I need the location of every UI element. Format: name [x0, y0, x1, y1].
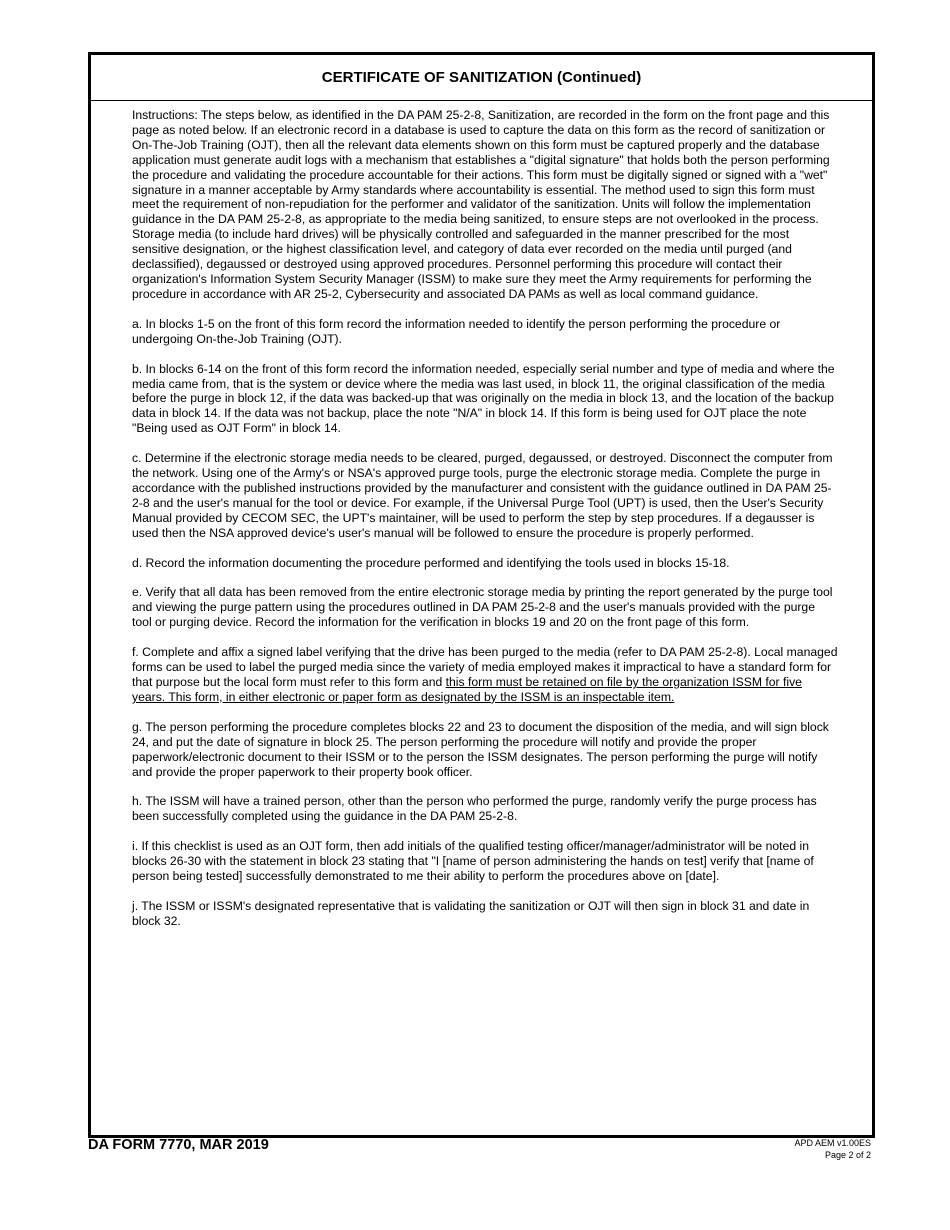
instruction-a: a. In blocks 1-5 on the front of this form record the information needed to identify the person performing the procedure or undergoing On-the-Job Training (OJT).: [132, 316, 781, 346]
instructions-intro: Instructions: The steps below, as identified in the DA PAM 25-2-8, Sanitization, are recorded in the form on the front page and this page as noted below. If an electronic record in a database is used to capture the data on this form as the record of sanitization or On-The-Job Training (OJT), then all the relevant data elements shown on this form must be captured properly and the database application must generate audit logs with a mechanism that establishes a "digital signature" that holds both the person performing the procedure and validating the procedure accountable for their actions. This form must be digitally signed or signed with a "wet" signature in a manner acceptable by Army standards where accountability is essential. The method used to sign this form must meet the requirement of non-repudiation for the performer and validator of the sanitization. Units will follow the implementation guidance in the DA PAM 25-2-8, as appropriate to the media being sanitized, to ensure steps are not overlooked in the process. Storage media (to include hard drives) will be physically controlled and safeguarded in the manner prescribed for the most sensitive designation, or the highest classification level, and category of data ever recorded on the media until purged (and declassified), degaussed or destroyed using approved procedures. Personnel performing this procedure will contact their organization's Information System Security Manager (ISSM) to make sure they meet the Army requirements for performing the procedure in accordance with AR 25-2, Cybersecurity and associated DA PAMs as well as local command guidance.: [132, 108, 830, 301]
instructions-body: [132, 108, 838, 944]
instruction-d: d. Record the information documenting the procedure performed and identifying the tools used in blocks 15-18.: [132, 555, 730, 570]
page-number: Page 2 of 2: [824, 1150, 871, 1160]
instruction-f-retention-note: this form must be retained on file by the organization ISSM for five years. This form, in either electronic or paper form as designated by the ISSM is an inspectable item.: [132, 675, 802, 704]
form-frame: [88, 52, 875, 1138]
instruction-g: g. The person performing the procedure completes blocks 22 and 23 to document the disposition of the media, and will sign block 24, and put the date of signature in block 25. The person performing the procedure will notify and provide the proper paperwork/electronic document to their ISSM or to the person the ISSM designates. The person performing the purge will notify and provide the proper paperwork to their property book officer.: [132, 719, 829, 779]
instruction-e: e. Verify that all data has been removed from the entire electronic storage media by printing the report generated by the purge tool and viewing the purge pattern using the procedures outlined in DA PAM 25-2-8 and the user's manuals provided with the purge tool or purging device. Record the information for the verification in blocks 19 and 20 on the front page of this form.: [132, 585, 833, 630]
instruction-f-text: f. Complete and affix a signed label verifying that the drive has been purged to the media (refer to DA PAM 25-2-8). Local managed forms can be used to label the purged media since the variety of media employed makes it impractical to have a standard form for that purpose but the local form must refer to this form and: [132, 645, 838, 689]
version-label: APD AEM v1.00ES: [794, 1138, 871, 1148]
instruction-j: j. The ISSM or ISSM's designated representative that is validating the sanitization or OJT will then sign in block 31 and date in block 32.: [132, 898, 810, 928]
instruction-f: [132, 645, 838, 705]
form-id: DA FORM 7770, MAR 2019: [88, 1137, 269, 1153]
form-title: CERTIFICATE OF SANITIZATION (Continued): [91, 55, 872, 101]
instruction-c: c. Determine if the electronic storage media needs to be cleared, purged, degaussed, or destroyed. Disconnect the computer from the network. Using one of the Army's or NSA's approved purge tools, purge the electronic storage media. Complete the purge in accordance with the published instructions provided by the manufacturer and consistent with the guidance outlined in DA PAM 25-2-8 and the user's manual for the tool or device. For example, if the Universal Purge Tool (UPT) is used, then the User's Security Manual provided by CECOM SEC, the UPT's maintainer, will be used to perform the step by step procedures. If a degausser is used then the NSA approved device's user's manual will be followed to ensure the procedure is properly performed.: [132, 451, 833, 540]
instruction-h: h. The ISSM will have a trained person, other than the person who performed the purge, randomly verify the purge process has been successfully completed using the guidance in the DA PAM 25-2-8.: [132, 794, 817, 824]
version-block: [794, 1137, 871, 1161]
instruction-b: b. In blocks 6-14 on the front of this form record the information needed, especially serial number and type of media and where the media came from, that is the system or device where the media was last used, in block 11, the original classification of the media before the purge in block 12, if the data was backed-up that was originally on the media in block 13, and the location of the backup data in block 14. If the data was not backup, place the note "N/A" in block 14. If this form is being used for OJT place the note "Being used as OJT Form" in block 14.: [132, 361, 835, 436]
instruction-i: i. If this checklist is used as an OJT form, then add initials of the qualified testing officer/manager/administrator will be noted in blocks 26-30 with the statement in block 23 stating that "I [name of person administering the hands on test] verify that [name of person being tested] successfully demonstrated to me their ability to perform the procedures above on [date].: [132, 839, 814, 884]
